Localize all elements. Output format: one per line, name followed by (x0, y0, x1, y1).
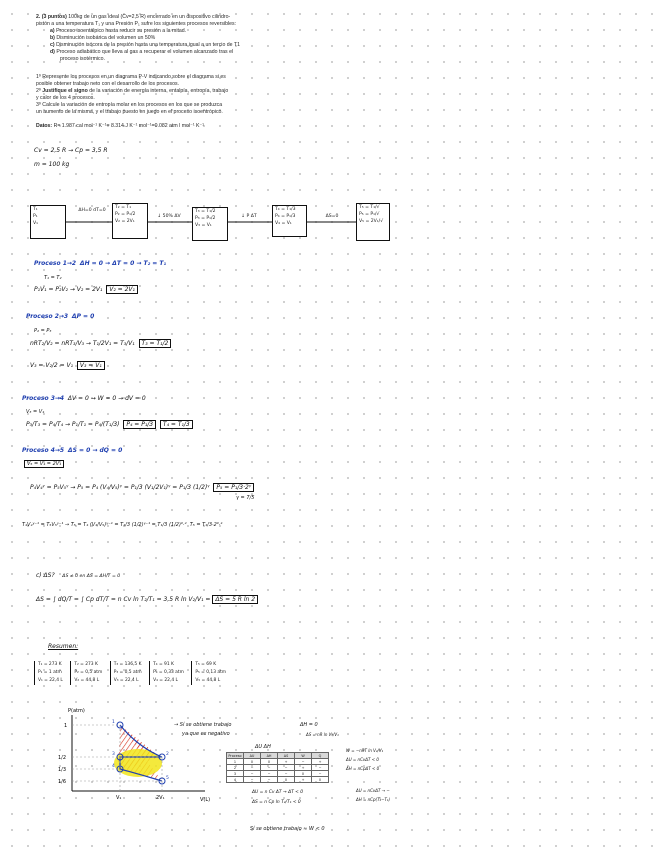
entropy-question: c) ΔS? ΔS ≠ 0 en ΔS = ΔH/T = 0 (36, 572, 121, 579)
pv-label-5: 5 (166, 776, 169, 781)
process-4-title: Proceso 4→5 ΔS = 0 → dQ = 0 (22, 447, 123, 454)
given-mass: m = 100 kg (34, 161, 70, 168)
process-4-line-a: P₄V₄ᵞ = P₅V₅ᵞ → P₅ = P₄ (V₄/V₅)ᵞ = P₁/3 (V₁/2V₁)ᵞ = P₁/3 (1/2)ᵞ P₅ = P₁/3·2ᵞ (30, 484, 254, 491)
problem-item-b: b) Disminución isobárica del volumen un 50% (50, 35, 156, 41)
side-note-a: ΔH = 0 (300, 722, 318, 728)
bottom-note-b: ΔS = n Cp ln T₂/T₁ < 0 (252, 800, 301, 805)
summary-table (34, 661, 229, 685)
state-box-4: T₄ = T₁/3 P₄ = P₁/3 V₄ = V₁ (272, 205, 307, 237)
summary-title: Resumen: (48, 643, 79, 650)
process-2-line-c: V₃ = V₂/2 = V₁ V₃ = V₁ (30, 362, 105, 369)
process-2-line-a: P₂ = P₃ (34, 328, 52, 334)
pv-diagram (50, 705, 220, 805)
side-note-e: ΔH = nCpΔT < 0 (346, 766, 380, 771)
pv-ytick-4: 1/6 (58, 779, 67, 785)
side-note-b: ΔS = nR ln V₂/V₁ (306, 732, 339, 737)
pv-label-1: 1 (112, 720, 115, 725)
connector-label-1: ΔH=0 dT=0 (78, 208, 106, 213)
pv-xlabel: V(L) (200, 797, 211, 803)
sign-table-row: 4 − − 0 + 0 (227, 777, 329, 783)
question-2-line-2: y calor de los 4 procesos. (36, 95, 95, 101)
pv-xtick-2: 2V₁ (156, 795, 165, 801)
side-note-c: W = −nRT ln V₂/V₁ (346, 748, 384, 753)
process-2-title: Proceso 2→3 ΔP = 0 (26, 313, 95, 320)
sign-table-row: 3 − − − 0 − (227, 771, 329, 777)
problem-line-1: 2. (3 puntos) 100kg de un gas ideal (Cv=2,5 R) encerrado en un dispositivo cilindro- (36, 14, 231, 20)
problem-item-d: d) Proceso adiabático que lleva al gas a recuperar el volumen alcanzado tras el (50, 49, 234, 55)
side-note-d: ΔU = nCvΔT < 0 (346, 757, 379, 762)
process-3-line-b: P₃/T₃ = P₄/T₄ → P₁/T₁ = P₄/(T₁/3) P₄ = P₁/3 T₄ = T₁/3 (26, 421, 193, 428)
connector-label-2: ↓ 50% ΔV (157, 214, 181, 219)
pv-xtick-1: V₁ (116, 795, 122, 801)
question-3-line-1: 3º Calcule la variación de entropía molar en los procesos en los que se produzca (36, 102, 223, 108)
process-4-gamma: γ = 7/5 (236, 495, 255, 501)
pv-label-2: 2 (166, 752, 169, 757)
state-box-2: T₂ = T₁ P₂ = P₁/2 V₂ = 2V₁ (112, 203, 148, 239)
bottom-note-a: ΔU = n Cv ΔT → ΔT < 0 (252, 790, 304, 795)
pv-label-4: 4 (112, 764, 115, 769)
connector-label-3: ↓ P ΔT (241, 214, 257, 219)
pv-ylabel: P(atm) (68, 708, 85, 714)
problem-line-2: pistón a una temperatura T₁ y una Presión P₁ sufre los siguientes procesos reversibles: (36, 21, 237, 27)
entropy-equation: ΔS = ∫ dQ/T = ∫ Cp dT/T = n Cv ln T₂/T₁ = 3,5 R ln V₂/V₁ = ΔS = 5 R ln 2 (36, 596, 258, 603)
process-3-line-a: V₃ = V₄ (26, 409, 45, 415)
state-box-5: T₅ = T₁/√ P₅ = P₁/√ V₅ = 2V₁/√ (356, 203, 390, 241)
sign-table-row: 2 − − − + − (227, 765, 329, 771)
sign-table-title: ΔU ΔH (255, 744, 271, 750)
process-1-line-b: P₁V₁ = P₂V₂ → V₂ = 2V₁ V₂ = 2V₁ (34, 286, 138, 293)
right-note-b: ΔH = nCp(T₂−T₁) (356, 797, 391, 802)
process-4-box: V₅ = V₄ = 2V₁ (24, 461, 64, 467)
sign-table-row: 1 0 0 + − + (227, 759, 329, 765)
data-line: Datos: R= 1.987 cal mol⁻¹ K⁻¹= 8.314 J K⁻¹ mol⁻¹=0.082 atm l mol⁻¹ K⁻¹ (36, 123, 204, 129)
sign-table (226, 752, 329, 783)
given-cv: Cv = 2,5 R → Cp = 3,5 R (34, 147, 108, 154)
question-1-line-2: posible obtener trabajo neto con el desarrollo de los procesos. (36, 81, 180, 87)
connector-label-4: ΔS=0 (325, 214, 339, 219)
summary-col-5: T₅ = 69 K P₅ = 0,13 atm V₅ = 44,8 L (191, 661, 229, 685)
process-4-line-b: T₄V₄ᵞ⁻¹ = T₅V₅ᵞ⁻¹ → T₅ = T₄ (V₄/V₅)ᵞ⁻¹ = T₁/3 (1/2)ᵞ⁻¹ = T₁/3 (1/2)⁰·⁴ T₅ = T₁/3·2⁰·⁴ (22, 522, 223, 528)
process-1-line-a: T₁ = T₂ (44, 275, 62, 281)
process-3-title: Proceso 3→4 ΔV = 0 → W = 0 → dV = 0 (22, 395, 146, 402)
footer-note: Sí se obtiene trabajo ≈ W < 0 (250, 826, 325, 832)
summary-col-2: T₂ = 273 K P₂ = 0,5 atm V₂ = 44,8 L (70, 661, 105, 685)
problem-item-c: c) Disminución isócora de la presión hasta una temperatura igual a un tercio de T1 (50, 42, 240, 48)
problem-item-d-cont: proceso isotérmico. (60, 56, 105, 62)
process-1-title: Proceso 1→2 ΔH = 0 → ΔT = 0 → T₂ = T₁ (34, 260, 167, 267)
process-2-line-b: nRT₂/V₂ = nRT₃/V₃ → T₁/2V₁ = T₃/V₁ T₃ = T₁/2 (30, 340, 171, 347)
summary-col-4: T₄ = 91 K P₄ = 0,33 atm V₄ = 22,4 L (149, 661, 187, 685)
pv-ytick-2: 1/2 (58, 755, 67, 761)
problem-item-a: a) Proceso isoentálpico hasta reducir su presión a la mitad. (50, 28, 187, 34)
pv-ytick-1: 1 (64, 723, 68, 729)
sign-table-header: Proceso ΔU ΔH ΔS W Q (227, 753, 329, 759)
pv-note-1: → Sí se obtiene trabajo (174, 722, 232, 728)
question-2-line-1: 2º Justifique el signo de la variación de energía interna, entalpía, entropía, trabajo (36, 88, 229, 94)
pv-ytick-3: 1/3 (58, 767, 67, 773)
summary-col-1: T₁ = 273 K P₁ = 1 atm V₁ = 22,4 L (34, 661, 66, 685)
right-note-a: ΔU = nCvΔT → − (356, 788, 390, 793)
pv-note-2: ya que es negativo (182, 731, 230, 737)
state-box-1: T₁ P₁ V₁ (30, 205, 66, 239)
summary-col-3: T₃ = 136,5 K P₃ = 0,5 atm V₃ = 22,4 L (110, 661, 145, 685)
question-3-line-2: un aumento de la misma, y el trabajo puesto en juego en el proceso isoentrópico. (36, 109, 223, 115)
state-box-3: T₃ = T₁/2 P₃ = P₁/2 V₃ = V₁ (192, 207, 228, 241)
question-1-line-1: 1º Represente los procesos en un diagrama P-V indicando sobre el diagrama si es (36, 74, 226, 80)
pv-label-3: 3 (112, 752, 115, 757)
